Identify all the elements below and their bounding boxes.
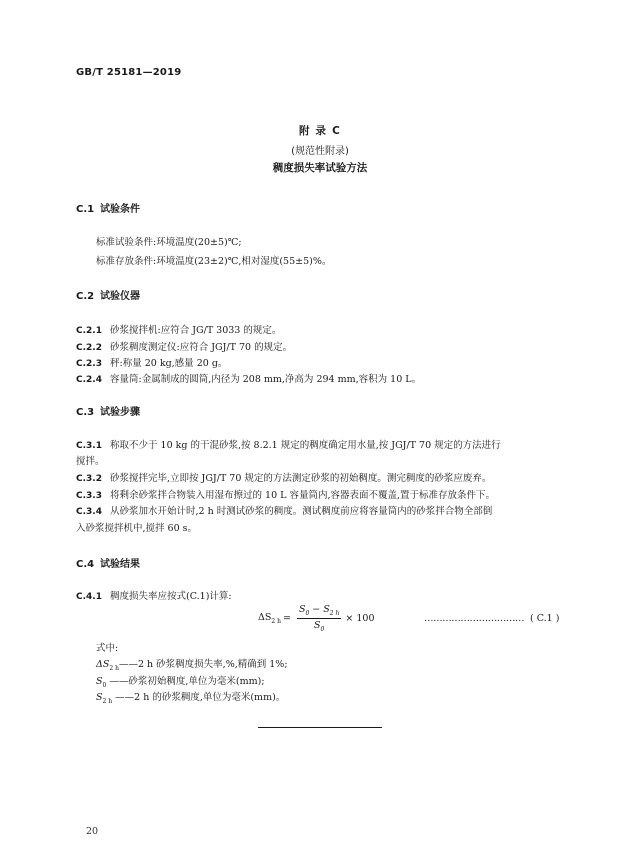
item-continuation: 搅拌。 [76,456,105,467]
item-number: C.3.3 [76,491,102,501]
item-number: C.2.1 [76,326,102,336]
section-heading-c4 [76,555,140,570]
section-number: C.4 [76,559,95,570]
formula-lhs: $\Delta S_{2 h}$ [258,611,281,625]
formula-multiplier: × 100 [345,612,375,624]
section-title: 试验结果 [100,559,140,570]
item-number: C.2.3 [76,359,102,369]
section-heading-c3 [76,403,140,418]
list-item [76,322,281,336]
item-text: 容量筒:金属制成的圆筒,内径为 208 mm,净高为 294 mm,容积为 10 L。 [110,374,422,385]
list-item [76,588,232,602]
condition-line: 标准存放条件:环境温度(23±2)℃,相对湿度(55±5)%。 [96,256,332,267]
appendix-name: 稠度损失率试验方法 [272,162,368,174]
item-continuation: 入砂浆搅拌机中,搅拌 60 s。 [76,523,198,534]
list-item [76,339,292,353]
appendix-title: 附 录 C [298,125,342,137]
formula-denominator: $S_0$ [313,619,325,633]
section-number: C.1 [76,204,95,215]
formula-numerator: $S_0 - S_{2 h}$ [298,604,340,617]
definition-line: $\Delta S_{2 h}——2$ h 砂浆稠度损失率,%,精确到 1%; [96,659,288,672]
item-text: 砂浆搅拌机:应符合 JG/T 3033 的规定。 [110,325,282,336]
formula-c1 [258,604,375,633]
page-number: 20 [86,826,99,837]
item-number: C.3.2 [76,474,102,484]
item-number: C.3.4 [76,507,102,517]
section-title: 试验仪器 [100,291,140,302]
definition-line: $S_0$ ——砂浆初始稠度,单位为毫米(mm); [96,676,265,689]
section-heading-c2 [76,287,140,302]
item-text: 砂浆稠度测定仪:应符合 JGJ/T 70 的规定。 [110,342,293,353]
list-item [76,487,495,501]
standard-id: GB/T 25181—2019 [76,67,182,78]
item-number: C.3.1 [76,441,102,451]
definition-line: $S_{2 h}$ ——2 h 的砂浆稠度,单位为毫米(mm)。 [96,692,286,705]
equation-number: ( C.1 ) [530,613,560,624]
formula-equals: = [282,612,291,624]
section-title: 试验步骤 [100,407,140,418]
equation-leader-dots: …………………………… [424,613,525,624]
list-item [76,371,421,385]
list-item [76,355,227,369]
list-item [76,503,492,517]
end-rule [258,727,382,728]
section-heading-c1 [76,200,140,215]
formula-fraction [297,604,341,633]
section-number: C.3 [76,407,95,418]
item-text: 砂浆搅拌完毕,立即按 JGJ/T 70 规定的方法测定砂浆的初始稠度。测完稠度的砂浆应废弃。 [110,473,492,484]
item-number: C.2.2 [76,343,102,353]
item-text: 将剩余砂浆拌合物装入用湿布擦过的 10 L 容量筒内,容器表面不覆盖,置于标准存放条件下。 [110,490,495,501]
item-number: C.2.4 [76,375,102,385]
item-text: 秤:称量 20 kg,感量 20 g。 [110,358,228,369]
list-item [76,470,491,484]
section-number: C.2 [76,291,95,302]
appendix-subtitle: (规范性附录) [291,146,349,157]
list-item [76,437,501,451]
item-text: 稠度损失率应按式(C.1)计算: [110,591,232,602]
item-text: 称取不少于 10 kg 的干混砂浆,按 8.2.1 规定的稠度确定用水量,按 JGJ/T 70 规定的方法进行 [110,440,501,451]
where-label: 式中: [96,643,119,654]
item-text: 从砂浆加水开始计时,2 h 时测试砂浆的稠度。测试稠度前应将容量筒内的砂浆拌合物全部倒 [110,506,493,517]
item-number: C.4.1 [76,592,102,602]
section-title: 试验条件 [100,204,140,215]
condition-line: 标准试验条件:环境温度(20±5)℃; [96,237,242,248]
